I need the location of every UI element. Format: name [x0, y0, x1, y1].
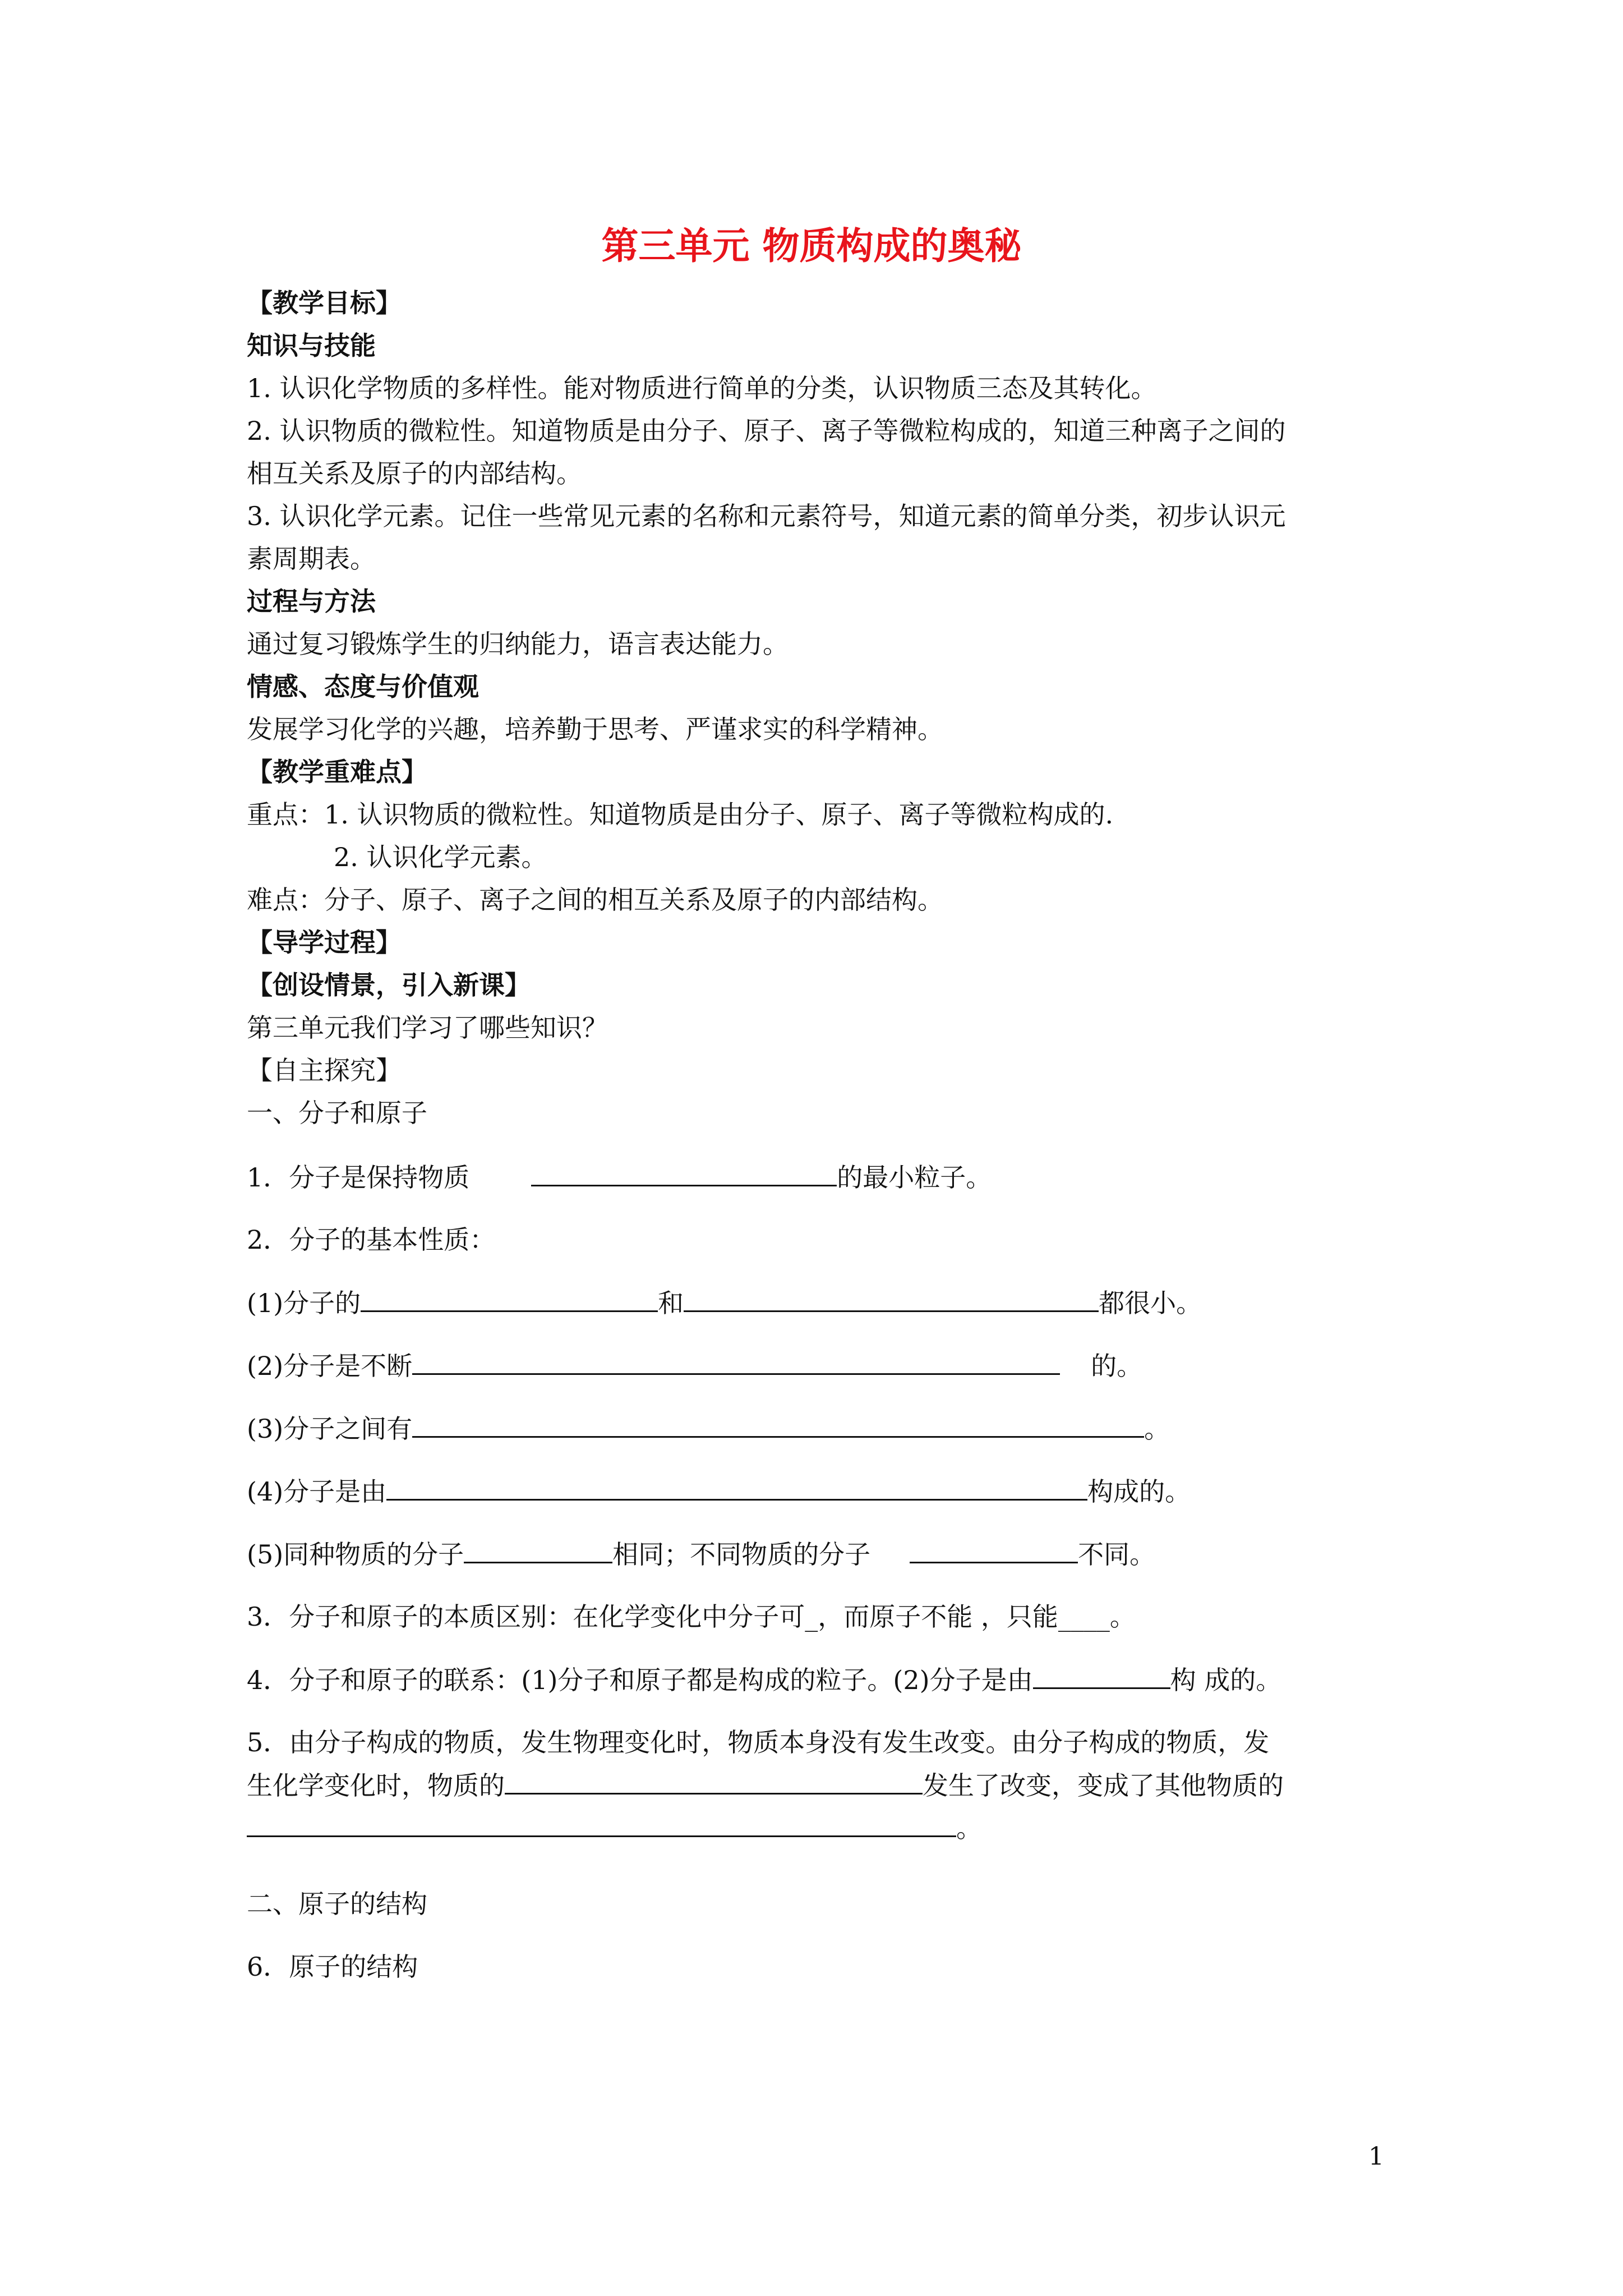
answer-blank[interactable]: [247, 1811, 956, 1837]
section-atom-structure: 二、原子的结构: [247, 1889, 427, 1919]
explore-heading: 【自主探究】: [247, 1055, 402, 1085]
question-2-1-and: 和: [658, 1288, 684, 1318]
question-2-3-end: 。: [1144, 1414, 1170, 1444]
question-2-5-text: (5)同种物质的分子: [247, 1539, 464, 1570]
question-1-text: 1．分子是保持物质: [247, 1162, 470, 1193]
key-points-heading: 【教学重难点】: [247, 757, 427, 787]
question-2-2-text: (2)分子是不断: [247, 1351, 413, 1381]
question-2-5-mid: 相同；不同物质的分子: [612, 1539, 871, 1570]
answer-blank[interactable]: [684, 1286, 1099, 1312]
answer-blank[interactable]: [412, 1411, 1144, 1438]
objective-2-line-1: 2. 认识物质的微粒性。知道物质是由分子、原子、离子等微粒构成的，知道三种离子之间的: [247, 416, 1286, 446]
objective-1: 1. 认识化学物质的多样性。能对物质进行简单的分类，认识物质三态及其转化。: [247, 373, 1157, 403]
question-2-5: [247, 1537, 1155, 1571]
question-5-end: 。: [956, 1813, 982, 1843]
scene-question: 第三单元我们学习了哪些知识？: [247, 1013, 608, 1043]
objective-2-line-2: 相互关系及原子的内部结构。: [247, 458, 582, 489]
question-5-mid: 发生了改变，变成了其他物质的: [923, 1770, 1284, 1801]
answer-blank[interactable]: [1033, 1663, 1170, 1689]
emotion-text: 发展学习化学的兴趣，培养勤于思考、严谨求实的科学精神。: [247, 714, 943, 744]
key-point-2: 2. 认识化学元素。: [334, 842, 547, 872]
question-2-2-end: 的。: [1091, 1351, 1143, 1381]
question-2-4-text: (4)分子是由: [247, 1476, 387, 1507]
objectives-heading: 【教学目标】: [247, 288, 402, 318]
guide-heading: 【导学过程】: [247, 927, 402, 958]
question-2-1-text: (1)分子的: [247, 1288, 361, 1318]
answer-blank[interactable]: [361, 1286, 658, 1312]
question-4-text: 4．分子和原子的联系：(1)分子和原子都是构成的粒子。(2)分子是由: [247, 1665, 1033, 1695]
question-6: 6．原子的结构: [247, 1952, 418, 1982]
page-number: 1: [1368, 2142, 1384, 2171]
objective-3-line-1: 3. 认识化学元素。记住一些常见元素的名称和元素符号，知道元素的简单分类，初步认识元: [247, 501, 1286, 531]
question-5-line-2: [247, 1768, 1284, 1802]
question-4: [247, 1663, 1281, 1697]
question-2-3-text: (3)分子之间有: [247, 1414, 413, 1444]
question-2-1-end: 都很小。: [1099, 1288, 1202, 1318]
emotion-heading: 情感、态度与价值观: [247, 671, 479, 702]
question-5-line-1: 5．由分子构成的物质，发生物理变化时，物质本身没有发生改变。由分子构成的物质，发: [247, 1727, 1270, 1757]
objective-3-line-2: 素周期表。: [247, 544, 376, 574]
answer-blank[interactable]: [505, 1768, 923, 1795]
process-heading: 过程与方法: [247, 586, 376, 616]
answer-blank[interactable]: [464, 1537, 612, 1563]
answer-blank[interactable]: [412, 1349, 1060, 1375]
knowledge-heading: 知识与技能: [247, 330, 376, 361]
question-4-end: 构 成的。: [1170, 1665, 1282, 1695]
key-point-1: 重点：1. 认识物质的微粒性。知道物质是由分子、原子、离子等微粒构成的.: [247, 799, 1114, 830]
question-2: 2．分子的基本性质：: [247, 1225, 496, 1255]
page-title: 第三单元 物质构成的奥秘: [601, 224, 1022, 268]
answer-blank[interactable]: [386, 1474, 1087, 1501]
question-2-2: [247, 1349, 1142, 1383]
question-3: 3．分子和原子的本质区别：在化学变化中分子可_，而原子不能 ，只能____。: [247, 1602, 1136, 1632]
process-text: 通过复习锻炼学生的归纳能力，语言表达能力。: [247, 629, 789, 659]
question-1: [247, 1160, 992, 1194]
question-5-line-3: [247, 1811, 982, 1845]
question-2-4: [247, 1474, 1191, 1508]
section-molecules-atoms: 一、分子和原子: [247, 1098, 427, 1128]
scene-heading: 【创设情景，引入新课】: [247, 970, 531, 1000]
answer-blank[interactable]: [910, 1537, 1078, 1563]
difficulty-text: 难点：分子、原子、离子之间的相互关系及原子的内部结构。: [247, 885, 943, 915]
question-2-4-end: 构成的。: [1087, 1476, 1191, 1507]
question-5-text: 生化学变化时，物质的: [247, 1770, 505, 1801]
question-2-5-end: 不同。: [1078, 1539, 1156, 1570]
question-2-3: [247, 1411, 1170, 1446]
answer-blank[interactable]: [531, 1160, 837, 1186]
question-2-1: [247, 1286, 1202, 1320]
question-1-text-end: 的最小粒子。: [837, 1162, 992, 1193]
